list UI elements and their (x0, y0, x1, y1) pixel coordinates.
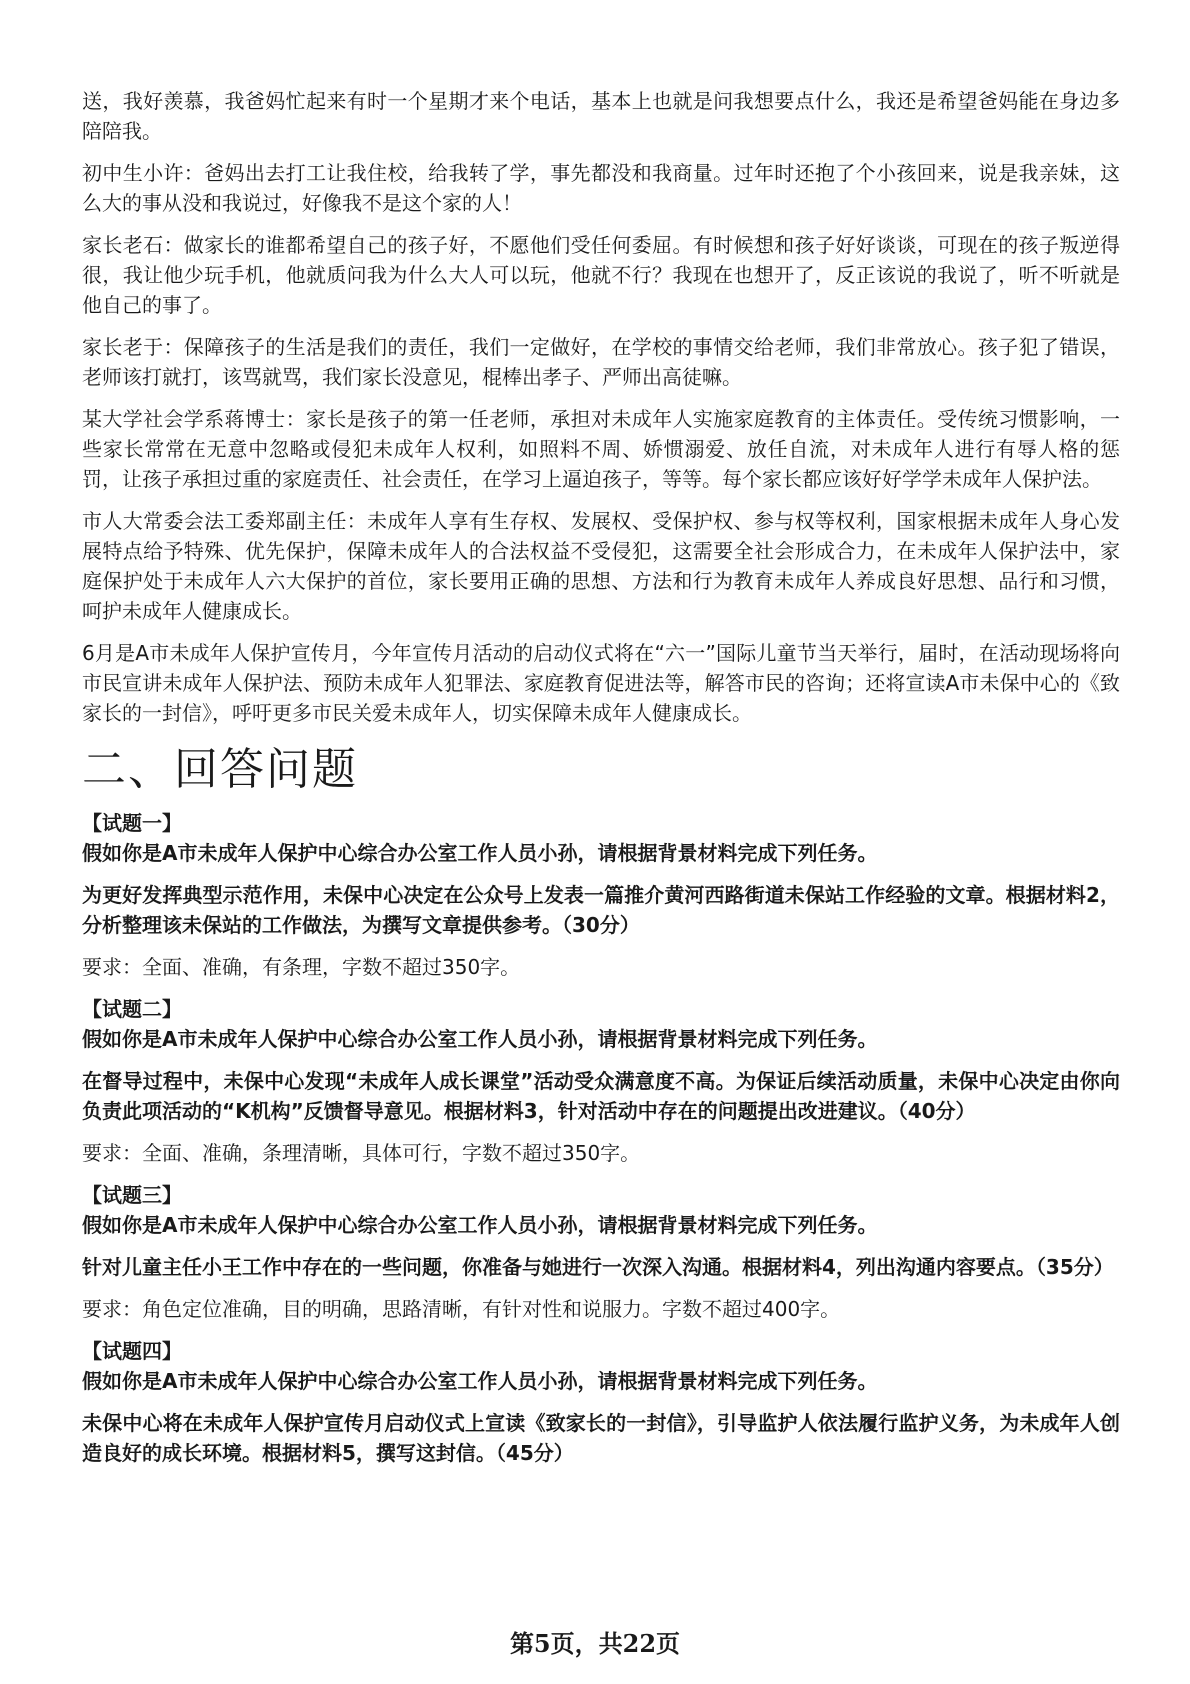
question-role: 假如你是A市未成年人保护中心综合办公室工作人员小孙，请根据背景材料完成下列任务。 (82, 1213, 878, 1237)
material-paragraph: 送，我好羡慕，我爸妈忙起来有时一个星期才来个电话，基本上也就是问我想要点什么，我还是希望爸妈能在身边多陪陪我。 (82, 89, 1120, 143)
question-role: 假如你是A市未成年人保护中心综合办公室工作人员小孙，请根据背景材料完成下列任务。 (82, 1369, 878, 1393)
question-task: 未保中心将在未成年人保护宣传月启动仪式上宣读《致家长的一封信》，引导监护人依法履行监护义务，为未成年人创造良好的成长环境。根据材料5，撰写这封信。（45分） (82, 1411, 1120, 1465)
question-tag: 【试题二】 (82, 997, 182, 1021)
material-paragraph: 家长老于：保障孩子的生活是我们的责任，我们一定做好，在学校的事情交给老师，我们非常放心。孩子犯了错误，老师该打就打，该骂就骂，我们家长没意见，棍棒出孝子、严师出高徒嘛。 (82, 335, 1120, 389)
material-paragraph: 初中生小许：爸妈出去打工让我住校，给我转了学，事先都没和我商量。过年时还抱了个小孩回来，说是我亲妹，这么大的事从没和我说过，好像我不是这个家的人！ (82, 161, 1120, 215)
material-paragraph: 某大学社会学系蒋博士：家长是孩子的第一任老师，承担对未成年人实施家庭教育的主体责任。受传统习惯影响，一些家长常常在无意中忽略或侵犯未成年人权利，如照料不周、娇惯溺爱、放任自流，对未成年人进行有辱人格的惩罚，让孩子承担过重的家庭责任、社会责任，在学习上逼迫孩子，等等。每个家长都应该好好学学未成年人保护法。 (82, 407, 1120, 491)
question-role: 假如你是A市未成年人保护中心综合办公室工作人员小孙，请根据背景材料完成下列任务。 (82, 1027, 878, 1051)
question-4 (82, 1336, 1120, 1468)
background-material (82, 86, 1120, 728)
question-requirement: 要求：全面、准确，有条理，字数不超过350字。 (82, 955, 521, 979)
page-number-footer: 第5页，共22页 (509, 1629, 681, 1658)
question-tag: 【试题四】 (82, 1339, 182, 1363)
question-tag: 【试题三】 (82, 1183, 182, 1207)
question-requirement: 要求：全面、准确，条理清晰，具体可行，字数不超过350字。 (82, 1141, 641, 1165)
material-paragraph: 6月是A市未成年人保护宣传月，今年宣传月活动的启动仪式将在“六一”国际儿童节当天举行，届时，在活动现场将向市民宣讲未成年人保护法、预防未成年人犯罪法、家庭教育促进法等，解答市民的咨询；还将宣读A市未保中心的《致家长的一封信》，呼吁更多市民关爱未成年人，切实保障未成年人健康成长。 (82, 641, 1120, 725)
material-paragraph: 市人大常委会法工委郑副主任：未成年人享有生存权、发展权、受保护权、参与权等权利，国家根据未成年人身心发展特点给予特殊、优先保护，保障未成年人的合法权益不受侵犯，这需要全社会形成合力，在未成年人保护法中，家庭保护处于未成年人六大保护的首位，家长要用正确的思想、方法和行为教育未成年人养成良好思想、品行和习惯，呵护未成年人健康成长。 (82, 509, 1120, 623)
question-2 (82, 994, 1120, 1168)
question-tag: 【试题一】 (82, 811, 182, 835)
document-page (82, 86, 1120, 1480)
question-role: 假如你是A市未成年人保护中心综合办公室工作人员小孙，请根据背景材料完成下列任务。 (82, 841, 878, 865)
question-1 (82, 808, 1120, 982)
question-requirement: 要求：角色定位准确，目的明确，思路清晰，有针对性和说服力。字数不超过400字。 (82, 1297, 841, 1321)
material-paragraph: 家长老石：做家长的谁都希望自己的孩子好，不愿他们受任何委屈。有时候想和孩子好好谈谈，可现在的孩子叛逆得很，我让他少玩手机，他就质问我为什么大人可以玩，他就不行？我现在也想开了，反正该说的我说了，听不听就是他自己的事了。 (82, 233, 1120, 317)
question-task: 针对儿童主任小王工作中存在的一些问题，你准备与她进行一次深入沟通。根据材料4，列出沟通内容要点。（35分） (82, 1255, 1114, 1279)
question-task: 为更好发挥典型示范作用，未保中心决定在公众号上发表一篇推介黄河西路街道未保站工作经验的文章。根据材料2，分析整理该未保站的工作做法，为撰写文章提供参考。（30分） (82, 883, 1120, 937)
question-3 (82, 1180, 1120, 1324)
question-task: 在督导过程中，未保中心发现“未成年人成长课堂”活动受众满意度不高。为保证后续活动质量，未保中心决定由你向负责此项活动的“K机构”反馈督导意见。根据材料3，针对活动中存在的问题提出改进建议。（40分） (82, 1069, 1120, 1123)
section-title: 二、回答问题 (82, 744, 358, 795)
